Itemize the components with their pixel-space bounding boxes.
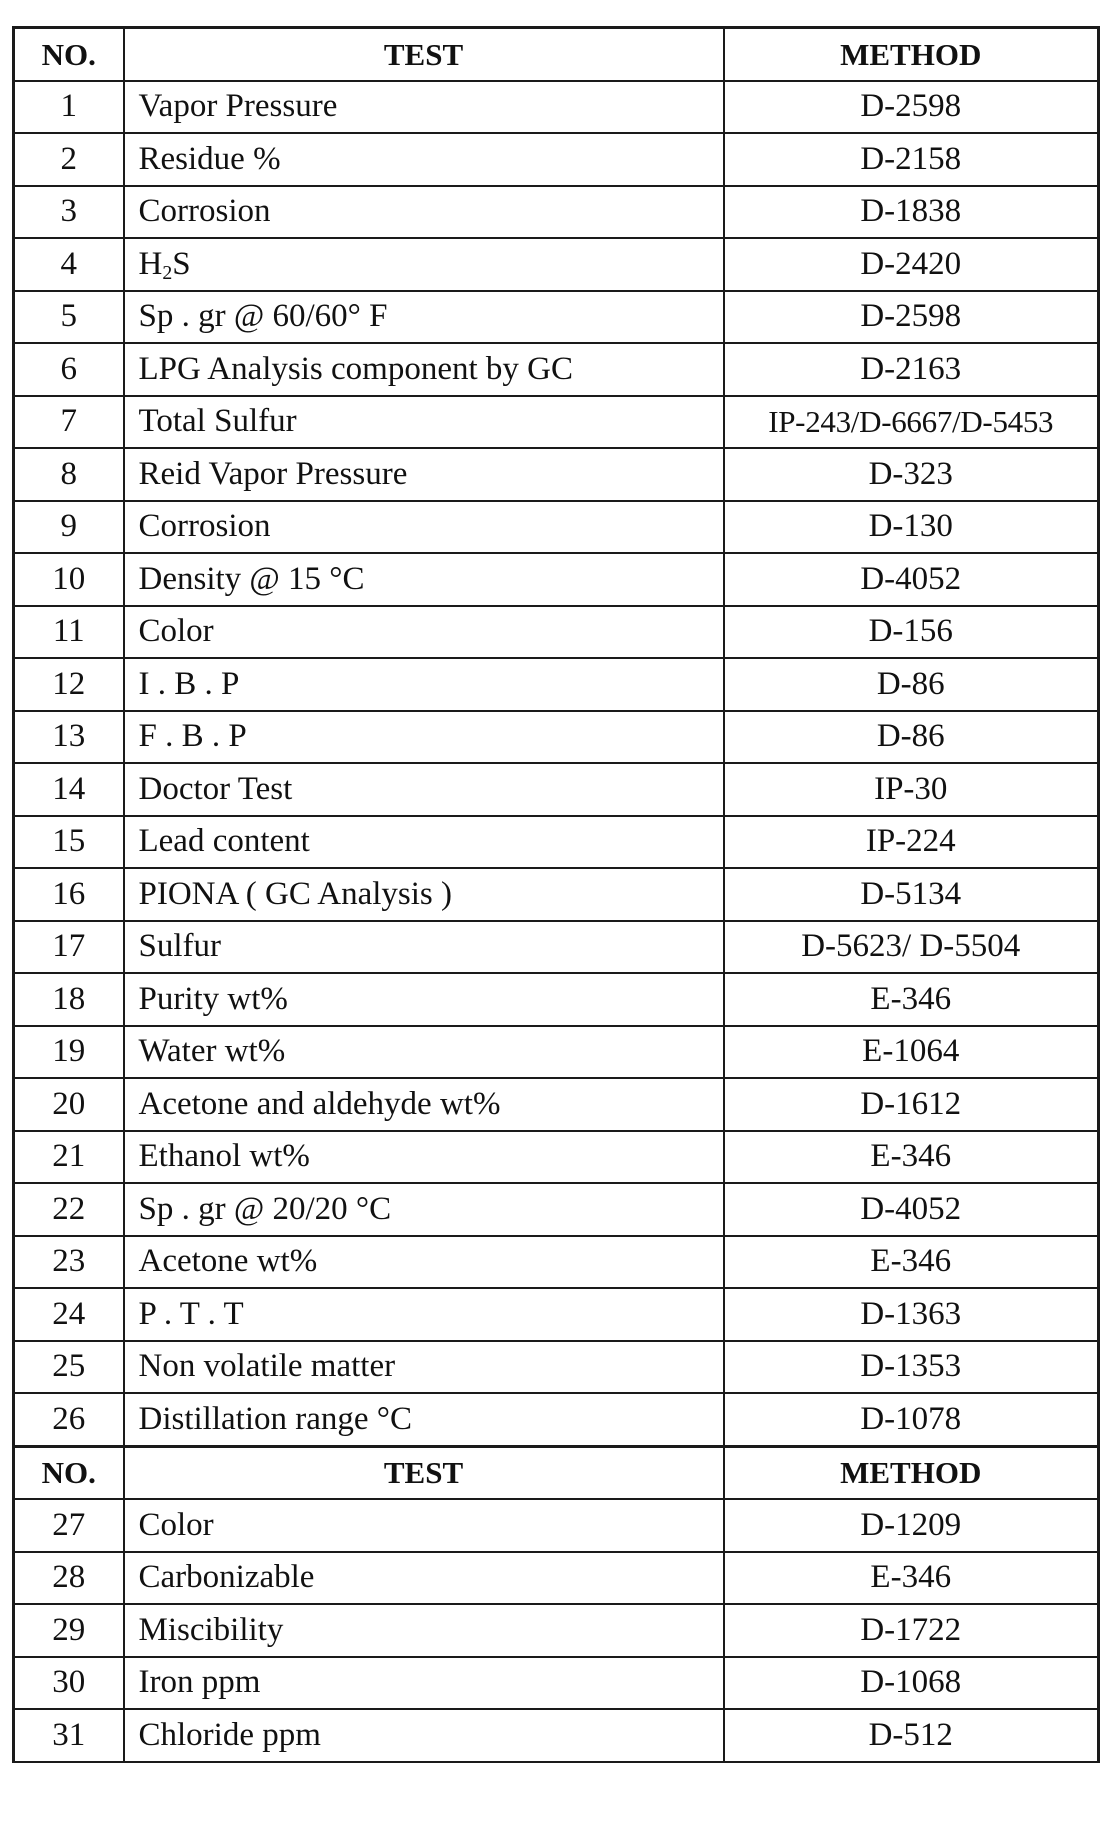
row-method: D-2598: [724, 81, 1099, 134]
row-no: 26: [14, 1393, 124, 1446]
row-test: Water wt%: [124, 1026, 724, 1079]
table-row: [14, 868, 1099, 921]
row-method: D-130: [724, 501, 1099, 554]
row-no: 22: [14, 1183, 124, 1236]
row-no: 29: [14, 1604, 124, 1657]
table-row: [14, 658, 1099, 711]
row-test: Acetone and aldehyde wt%: [124, 1078, 724, 1131]
test-methods-table: [12, 26, 1100, 1763]
row-test: PIONA ( GC Analysis ): [124, 868, 724, 921]
table-row: [14, 553, 1099, 606]
row-no: 9: [14, 501, 124, 554]
table-row: [14, 81, 1099, 134]
formula-subscript: 2: [162, 261, 173, 284]
row-no: 3: [14, 186, 124, 239]
table-row: [14, 763, 1099, 816]
row-method: D-1068: [724, 1657, 1099, 1710]
table-row: [14, 816, 1099, 869]
row-method: D-1078: [724, 1393, 1099, 1446]
table-row: [14, 133, 1099, 186]
row-method: E-346: [724, 1552, 1099, 1605]
table-row: [14, 711, 1099, 764]
row-test: Vapor Pressure: [124, 81, 724, 134]
row-no: 23: [14, 1236, 124, 1289]
row-test: [124, 238, 724, 291]
table-row: [14, 1183, 1099, 1236]
row-no: 28: [14, 1552, 124, 1605]
row-method: D-4052: [724, 1183, 1099, 1236]
table-row: [14, 1341, 1099, 1394]
row-no: 1: [14, 81, 124, 134]
row-no: 21: [14, 1131, 124, 1184]
header-method: METHOD: [724, 1446, 1099, 1499]
row-test: LPG Analysis component by GC: [124, 343, 724, 396]
row-method: D-2158: [724, 133, 1099, 186]
table-row: [14, 1499, 1099, 1552]
row-method: E-1064: [724, 1026, 1099, 1079]
row-no: 27: [14, 1499, 124, 1552]
row-no: 16: [14, 868, 124, 921]
row-test: Carbonizable: [124, 1552, 724, 1605]
row-test: Doctor Test: [124, 763, 724, 816]
row-method: D-512: [724, 1709, 1099, 1762]
row-no: 6: [14, 343, 124, 396]
row-no: 20: [14, 1078, 124, 1131]
table-row: [14, 1657, 1099, 1710]
header-no: NO.: [14, 28, 124, 81]
table-row: [14, 921, 1099, 974]
row-test: Color: [124, 1499, 724, 1552]
row-test: Sp . gr @ 20/20 °C: [124, 1183, 724, 1236]
row-test: Residue %: [124, 133, 724, 186]
row-test: Non volatile matter: [124, 1341, 724, 1394]
row-method: D-2163: [724, 343, 1099, 396]
row-test: P . T . T: [124, 1288, 724, 1341]
row-test: Sulfur: [124, 921, 724, 974]
table-row: [14, 1288, 1099, 1341]
table-row: [14, 1078, 1099, 1131]
table-row: [14, 1709, 1099, 1762]
header-no: NO.: [14, 1446, 124, 1499]
row-no: 2: [14, 133, 124, 186]
table-row: [14, 291, 1099, 344]
table-row: [14, 1131, 1099, 1184]
row-test: Density @ 15 °C: [124, 553, 724, 606]
row-method: E-346: [724, 973, 1099, 1026]
row-no: 4: [14, 238, 124, 291]
row-method: E-346: [724, 1236, 1099, 1289]
header-test: TEST: [124, 1446, 724, 1499]
row-test: F . B . P: [124, 711, 724, 764]
row-no: 8: [14, 448, 124, 501]
row-test: Ethanol wt%: [124, 1131, 724, 1184]
row-method: IP-224: [724, 816, 1099, 869]
row-test: Acetone wt%: [124, 1236, 724, 1289]
row-test: Lead content: [124, 816, 724, 869]
row-method: D-2598: [724, 291, 1099, 344]
table-row: [14, 501, 1099, 554]
row-test: Iron ppm: [124, 1657, 724, 1710]
row-no: 25: [14, 1341, 124, 1394]
row-method: D-1612: [724, 1078, 1099, 1131]
table-row: [14, 186, 1099, 239]
row-test: Distillation range °C: [124, 1393, 724, 1446]
row-method: D-1838: [724, 186, 1099, 239]
row-method: D-1209: [724, 1499, 1099, 1552]
row-test: Sp . gr @ 60/60° F: [124, 291, 724, 344]
row-no: 19: [14, 1026, 124, 1079]
row-no: 10: [14, 553, 124, 606]
table-row: [14, 396, 1099, 449]
header-test: TEST: [124, 28, 724, 81]
row-method: D-86: [724, 711, 1099, 764]
table-row: [14, 1552, 1099, 1605]
row-test: Reid Vapor Pressure: [124, 448, 724, 501]
row-method: D-5134: [724, 868, 1099, 921]
row-method: D-4052: [724, 553, 1099, 606]
row-test: Color: [124, 606, 724, 659]
row-method: D-1353: [724, 1341, 1099, 1394]
table-subheader-row: [14, 1446, 1099, 1499]
table-row: [14, 606, 1099, 659]
row-method: D-156: [724, 606, 1099, 659]
table-row: [14, 343, 1099, 396]
row-test: Miscibility: [124, 1604, 724, 1657]
table-row: [14, 1026, 1099, 1079]
row-no: 15: [14, 816, 124, 869]
formula-main: H: [138, 245, 163, 282]
row-no: 30: [14, 1657, 124, 1710]
row-method: IP-30: [724, 763, 1099, 816]
row-no: 11: [14, 606, 124, 659]
row-no: 13: [14, 711, 124, 764]
table-row: [14, 1236, 1099, 1289]
row-method: D-86: [724, 658, 1099, 711]
row-no: 18: [14, 973, 124, 1026]
row-method: D-1722: [724, 1604, 1099, 1657]
table-row: [14, 238, 1099, 291]
row-no: 17: [14, 921, 124, 974]
table-header-row: [14, 28, 1099, 81]
formula-tail: S: [172, 245, 191, 282]
table-row: [14, 1393, 1099, 1446]
row-test: I . B . P: [124, 658, 724, 711]
row-no: 5: [14, 291, 124, 344]
row-no: 7: [14, 396, 124, 449]
row-method: D-323: [724, 448, 1099, 501]
row-test: Corrosion: [124, 186, 724, 239]
table-row: [14, 973, 1099, 1026]
row-method: D-1363: [724, 1288, 1099, 1341]
table-row: [14, 1604, 1099, 1657]
row-test: Purity wt%: [124, 973, 724, 1026]
row-no: 12: [14, 658, 124, 711]
row-method: IP-243/D-6667/D-5453: [724, 396, 1099, 449]
row-test: Total Sulfur: [124, 396, 724, 449]
row-method: D-2420: [724, 238, 1099, 291]
row-no: 31: [14, 1709, 124, 1762]
row-method: D-5623/ D-5504: [724, 921, 1099, 974]
row-no: 14: [14, 763, 124, 816]
table-row: [14, 448, 1099, 501]
row-no: 24: [14, 1288, 124, 1341]
row-test: Chloride ppm: [124, 1709, 724, 1762]
row-method: E-346: [724, 1131, 1099, 1184]
header-method: METHOD: [724, 28, 1099, 81]
row-test: Corrosion: [124, 501, 724, 554]
